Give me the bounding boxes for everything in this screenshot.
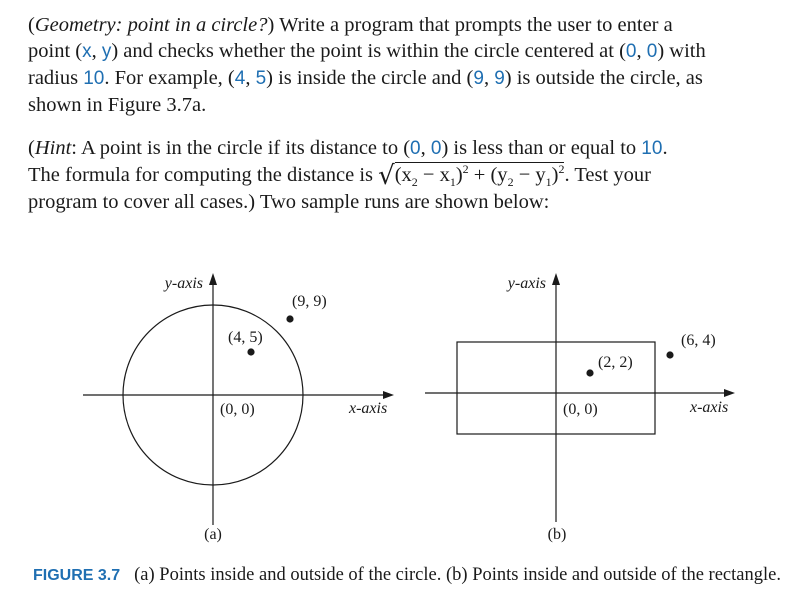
origin-label: (0, 0) [220,401,255,418]
problem-title: Geometry: point in a circle? [34,14,268,36]
problem-line-2: point (x, y) and checks whether the point is within the circle centered at (0, 0) with [28,40,706,62]
y-axis-arrow [552,273,560,285]
hint-paragraph [28,135,780,215]
origin-label: (0, 0) [563,401,598,418]
figure-b [425,273,735,543]
sqrt-symbol: √ [378,161,395,191]
point-4-5 [247,348,254,355]
x-axis-label: x-axis [690,399,729,416]
distance-formula: $(x_2 - x_1)^2 + (y_2 - y_1)^2$ [394,162,565,190]
figure-a [83,273,394,543]
problem-line-1: (Geometry: point in a circle?) Write a program that prompts the user to enter a [28,14,673,36]
hint-line-3: program to cover all cases.) Two sample runs are shown below: [28,191,550,213]
x-axis-arrow [724,389,735,397]
figure-caption-label: FIGURE 3.7 [33,567,121,584]
y-axis-label: y-axis [164,275,203,292]
panel-b-label: (b) [547,526,567,543]
y-axis-arrow [209,273,217,285]
problem-line-3: radius 10. For example, (4, 5) is inside the circle and (9, 9) is outside the circle, as [28,67,703,89]
point-9-9 [286,315,293,322]
panel-a-label: (a) [204,526,222,543]
figure-caption [33,563,783,588]
point-2-2 [586,369,593,376]
x-axis-label: x-axis [349,400,388,417]
hint-line-2: The formula for computing the distance is $√(x_2 - x_1)^2 + (y_2 - y_1)^2$. Test your [28,161,651,191]
x-axis-arrow [383,391,394,399]
code-radius: 10 [83,68,105,89]
point-2-2-label: (2, 2) [598,354,633,371]
point-9-9-label: (9, 9) [292,293,327,310]
problem-line-4: shown in Figure 3.7a. [28,94,207,116]
point-6-4 [666,351,673,358]
code-y: y [101,41,112,62]
figure-caption-text: (a) Points inside and outside of the circle. (b) Points inside and outside of the rectangle. [134,565,781,585]
point-4-5-label: (4, 5) [228,329,263,346]
y-axis-label: y-axis [507,275,546,292]
figure-3-7 [0,260,794,550]
problem-statement [28,12,780,118]
hint-line-1: (Hint: A point is in the circle if its distance to (0, 0) is less than or equal to 10. [28,137,668,159]
point-6-4-label: (6, 4) [681,332,716,349]
code-x: x [82,41,92,62]
